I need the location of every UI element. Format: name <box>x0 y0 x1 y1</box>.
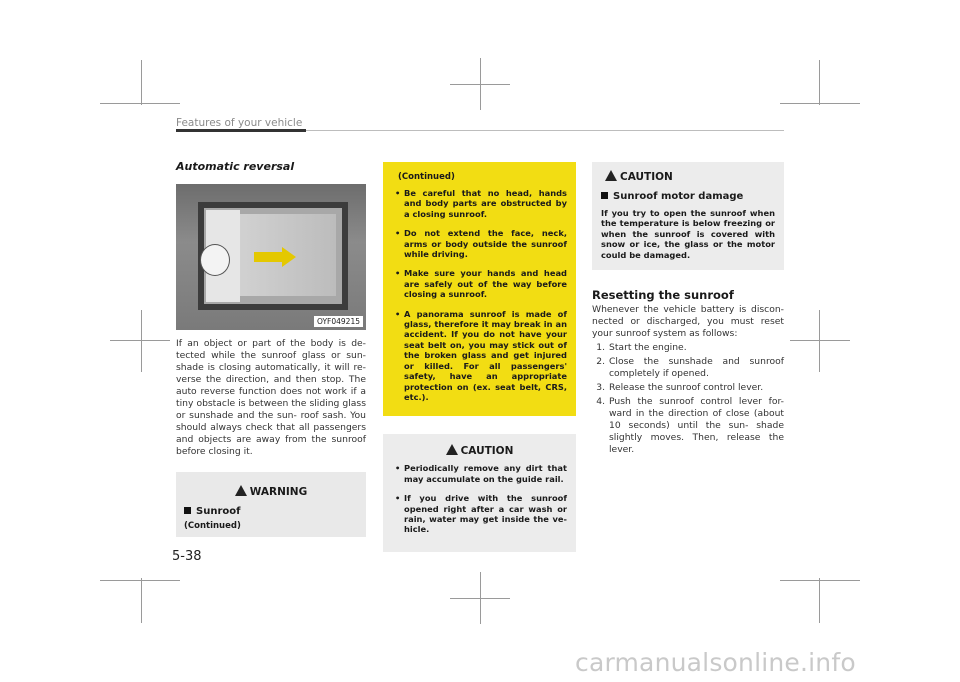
crop-mark <box>780 580 860 581</box>
crop-mark <box>780 103 860 104</box>
caution-title: CAUTION <box>392 444 567 457</box>
image-code: OYF049215 <box>314 316 363 327</box>
sunroof-photo <box>176 184 366 330</box>
reset-sunroof-heading: Resetting the sunroof <box>592 288 734 303</box>
crop-mark <box>100 580 180 581</box>
warning-title: WARNING <box>184 485 358 498</box>
page-number: 5-38 <box>172 549 202 564</box>
crop-mark <box>141 60 142 105</box>
square-bullet-icon <box>601 192 608 199</box>
direction-arrow-icon <box>254 252 282 262</box>
continued-label: (Continued) <box>184 521 241 531</box>
reset-steps <box>592 342 784 456</box>
list-item: 1. Start the engine. <box>596 342 687 354</box>
middle-column <box>383 162 576 552</box>
caution-triangle-icon <box>605 170 617 181</box>
list-item: • Periodically remove any dirt that may accumulate on the guide rail. <box>404 463 567 484</box>
crop-mark <box>450 598 510 599</box>
motor-caution-box <box>592 162 784 270</box>
crop-mark <box>141 578 142 623</box>
list-item: 4. Push the sunroof control lever for- ward in the direction of close (about 10 seconds) until the sun- shade slightly moves. Then, release the lever. <box>596 396 784 456</box>
right-column <box>592 162 784 456</box>
automatic-reversal-heading: Automatic reversal <box>176 160 295 173</box>
crop-mark <box>141 310 142 372</box>
section-label: Features of your vehicle <box>176 117 303 129</box>
list-item: • If you drive with the sunroof opened right after a car wash or rain, water may get inside the ve- hicle. <box>404 493 567 535</box>
left-column <box>176 160 366 537</box>
warning-triangle-icon <box>235 485 247 496</box>
caution-body: If you try to open the sunroof when the temperature is below freezing or when the sunroof is covered with snow or ice, the glass or the motor could be damaged. <box>601 208 775 260</box>
reset-intro: Whenever the vehicle battery is discon- nected or discharged, you must reset your sunroof system as follows: <box>592 304 784 340</box>
caution-list <box>392 463 567 534</box>
section-bar <box>176 129 306 132</box>
warning-subhead: Sunroof <box>184 506 358 517</box>
crop-mark <box>819 310 820 372</box>
square-bullet-icon <box>184 507 191 514</box>
list-item: • Make sure your hands and head are safely out of the way before closing a sunroof. <box>404 268 567 299</box>
watermark: carmanualsonline.info <box>575 648 856 677</box>
list-item: • Do not extend the face, neck, arms or body outside the sunroof while driving. <box>404 228 567 259</box>
caution-subhead: Sunroof motor damage <box>601 191 775 202</box>
list-item: • A panorama sunroof is made of glass, therefore it may break in an accident. If you do not have your seat belt on, you may stick out of the broken glass and get injured or killed. For all passengers' safety, have an appropriate protection on (ex. seat belt, CRS, etc.). <box>404 309 567 403</box>
crop-mark <box>819 578 820 623</box>
direction-arrowhead-icon <box>282 247 296 267</box>
warning-list <box>392 188 567 402</box>
list-item: • Be careful that no head, hands and body parts are obstructed by a closing sunroof. <box>404 188 567 219</box>
caution-triangle-icon <box>446 444 458 455</box>
caution-title: CAUTION <box>601 170 775 183</box>
continued-label: (Continued) <box>398 172 455 182</box>
crop-mark <box>100 103 180 104</box>
crop-mark <box>110 340 170 341</box>
crop-mark <box>450 84 510 85</box>
teddy-bear-figure <box>200 244 230 276</box>
section-rule <box>306 130 784 131</box>
list-item: 2. Close the sunshade and sunroof completely if opened. <box>596 356 784 380</box>
auto-reverse-paragraph: If an object or part of the body is de- tected while the sunroof glass or sun- shade is closing automatically, it will re- verse the direction, and then stop. The auto reverse function does not work if a tiny obstacle is between the sliding glass or sunshade and the sun- roof sash. You should always check that all passengers and objects are away from the sunroof before closing it. <box>176 338 366 457</box>
list-item: 3. Release the sunroof control lever. <box>596 382 764 394</box>
caution-box <box>383 434 576 551</box>
warning-box <box>176 472 366 537</box>
crop-mark <box>790 340 850 341</box>
crop-mark <box>819 60 820 105</box>
warning-continued-box <box>383 162 576 416</box>
